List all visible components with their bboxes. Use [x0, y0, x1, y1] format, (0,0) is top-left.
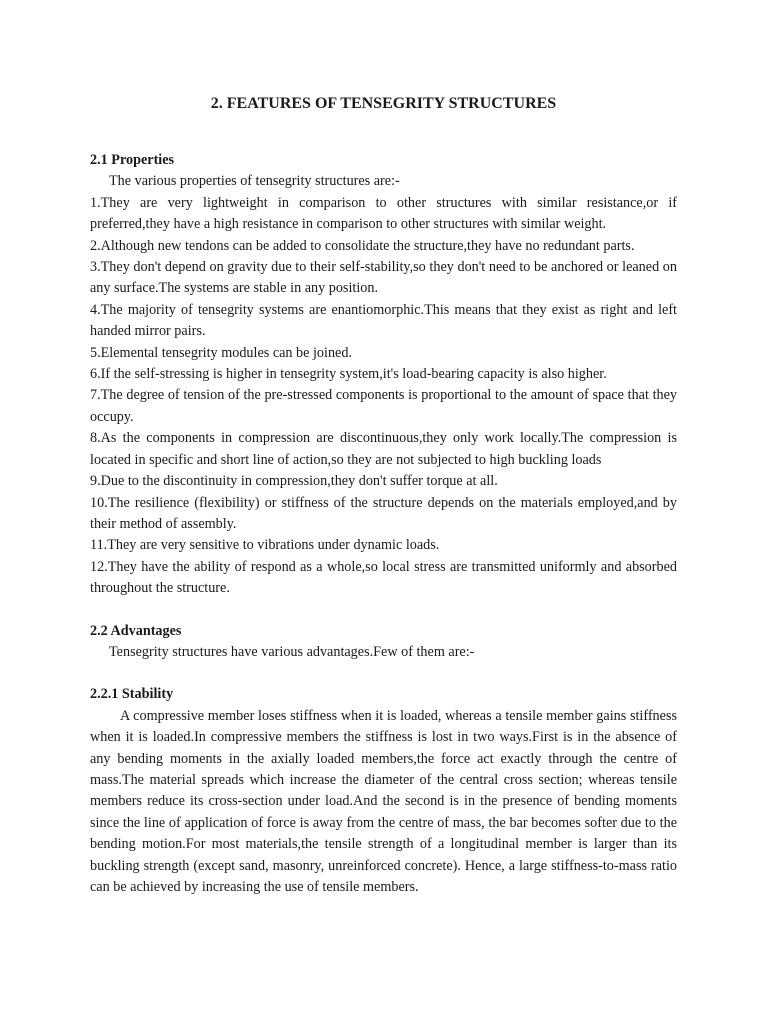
section-heading-advantages: 2.2 Advantages — [90, 622, 182, 639]
property-item-2: 2.Although new tendons can be added to consolidate the structure,they have no redundant parts. — [90, 237, 635, 254]
property-item-8: 8.As the components in compression are discontinuous,they only work locally.The compression is located in specific and short line of action,so they are not subjected to high buckling loads — [90, 430, 677, 468]
document-title: 2. FEATURES OF TENSEGRITY STRUCTURES — [210, 95, 557, 112]
section-spacer — [90, 600, 677, 621]
stability-paragraph: A compressive member loses stiffness when it is loaded, whereas a tensile member gains stiffness when it is loaded.In compressive members the stiffness is lost in two ways.First is in the absence of any bending moments in the axially loaded members,the force act exactly through the centre of mass.The material spreads which increase the diameter of the central cross section; whereas tensile members reduce its cross-section under load.And the second is in the presence of bending moments since the line of application of force is away from the centre of mass, the bar becomes softer due to the bending motion.For most materials,the tensile strength of a longitudinal member is larger than its buckling strength (except sand, masonry, unreinforced concrete). Hence, a large stiffness-to-mass ratio can be achieved by increasing the use of tensile members. — [90, 707, 677, 895]
property-item-7: 7.The degree of tension of the pre-stressed components is proportional to the amount of space that they occupy. — [90, 387, 677, 425]
property-item-9: 9.Due to the discontinuity in compression,they don't suffer torque at all. — [90, 473, 498, 490]
property-item-5: 5.Elemental tensegrity modules can be joined. — [90, 344, 352, 361]
property-item-12: 12.They have the ability of respond as a whole,so local stress are transmitted uniformly and absorbed throughout the structure. — [90, 558, 677, 597]
section-intro-properties: The various properties of tensegrity structures are:- — [109, 173, 400, 190]
property-item-4: 4.The majority of tensegrity systems are enantiomorphic.This means that they exist as right and left handed mirror pairs. — [90, 301, 677, 340]
property-item-10: 10.The resilience (flexibility) or stiffness of the structure depends on the materials employed,and by their method of assembly. — [90, 494, 677, 532]
property-item-11: 11.They are very sensitive to vibrations under dynamic loads. — [90, 537, 440, 554]
property-item-1: 1.They are very lightweight in comparison to other structures with similar resistance,or if preferred,they have a high resistance in comparison to other structures with similar weight. — [90, 194, 677, 233]
document-page — [90, 92, 677, 898]
section-heading-properties: 2.1 Properties — [90, 152, 175, 168]
section-intro-advantages: Tensegrity structures have various advantages.Few of them are:- — [109, 643, 475, 660]
section-spacer — [90, 663, 677, 684]
property-item-3: 3.They don't depend on gravity due to their self-stability,so they don't need to be anchored or leaned on any surface.The systems are stable in any position. — [90, 259, 677, 297]
section-heading-stability: 2.2.1 Stability — [90, 686, 174, 703]
property-item-6: 6.If the self-stressing is higher in tensegrity system,it's load-bearing capacity is also higher. — [90, 366, 607, 383]
